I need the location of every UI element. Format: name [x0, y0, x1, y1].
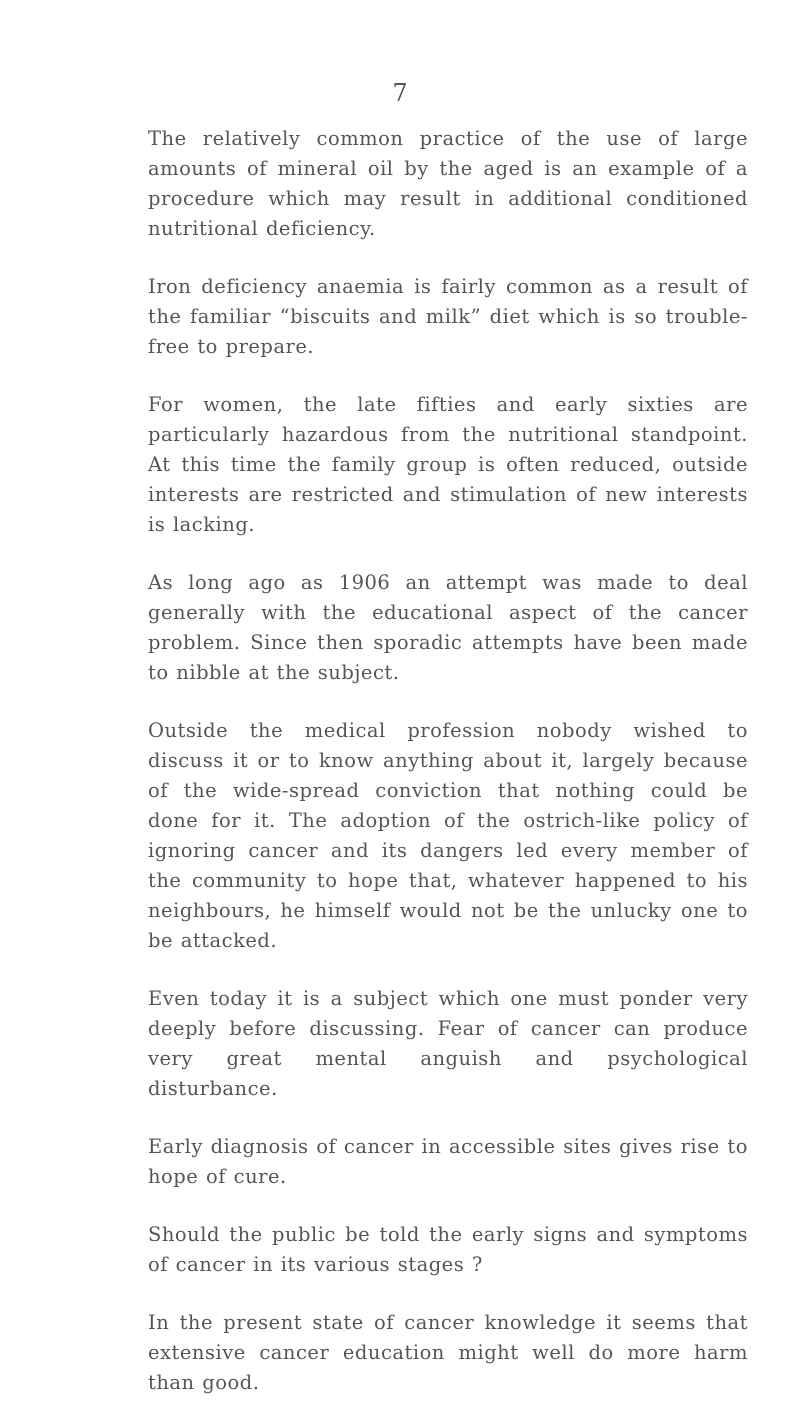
- paragraph-even-today: Even today it is a subject which one must ponder very deeply before discussing. Fear of cancer can produce very great mental anguish and psychological disturbance.: [148, 987, 748, 1100]
- paragraph-mineral-oil: The relatively common practice of the use of large amounts of mineral oil by the aged is an example of a procedure which may result in additional conditioned nutritional deficiency.: [148, 127, 748, 240]
- paragraph-outside-profession: Outside the medical profession nobody wished to discuss it or to know anything about it, largely because of the wide-spread conviction that nothing could be done for it. The adoption of the ostrich-like policy of ignoring cancer and its dangers led every member of the community to hope that, whatever happened to his neighbours, he himself would not be the unlucky one to be attacked.: [148, 719, 748, 952]
- paragraph-present-state: In the present state of cancer knowledge it seems that extensive cancer education might well do more harm than good.: [148, 1311, 748, 1394]
- page-number: 7: [392, 79, 408, 107]
- paragraph-public-question: Should the public be told the early signs and symptoms of cancer in its various stages ?: [148, 1223, 748, 1276]
- paragraph-iron-deficiency: Iron deficiency anaemia is fairly common as a result of the familiar “biscuits and milk” diet which is so trouble-free to prepare.: [148, 275, 748, 358]
- paragraph-women-nutrition: For women, the late fifties and early sixties are particularly hazardous from the nutritional standpoint. At this time the family group is often reduced, outside interests are restricted and stimulation of new interests is lacking.: [148, 393, 748, 536]
- paragraph-1906-attempt: As long ago as 1906 an attempt was made to deal generally with the educational aspect of the cancer problem. Since then sporadic attempts have been made to nibble at the subject.: [148, 571, 748, 684]
- paragraph-early-diagnosis: Early diagnosis of cancer in accessible sites gives rise to hope of cure.: [148, 1135, 748, 1188]
- body-text: [148, 124, 748, 1426]
